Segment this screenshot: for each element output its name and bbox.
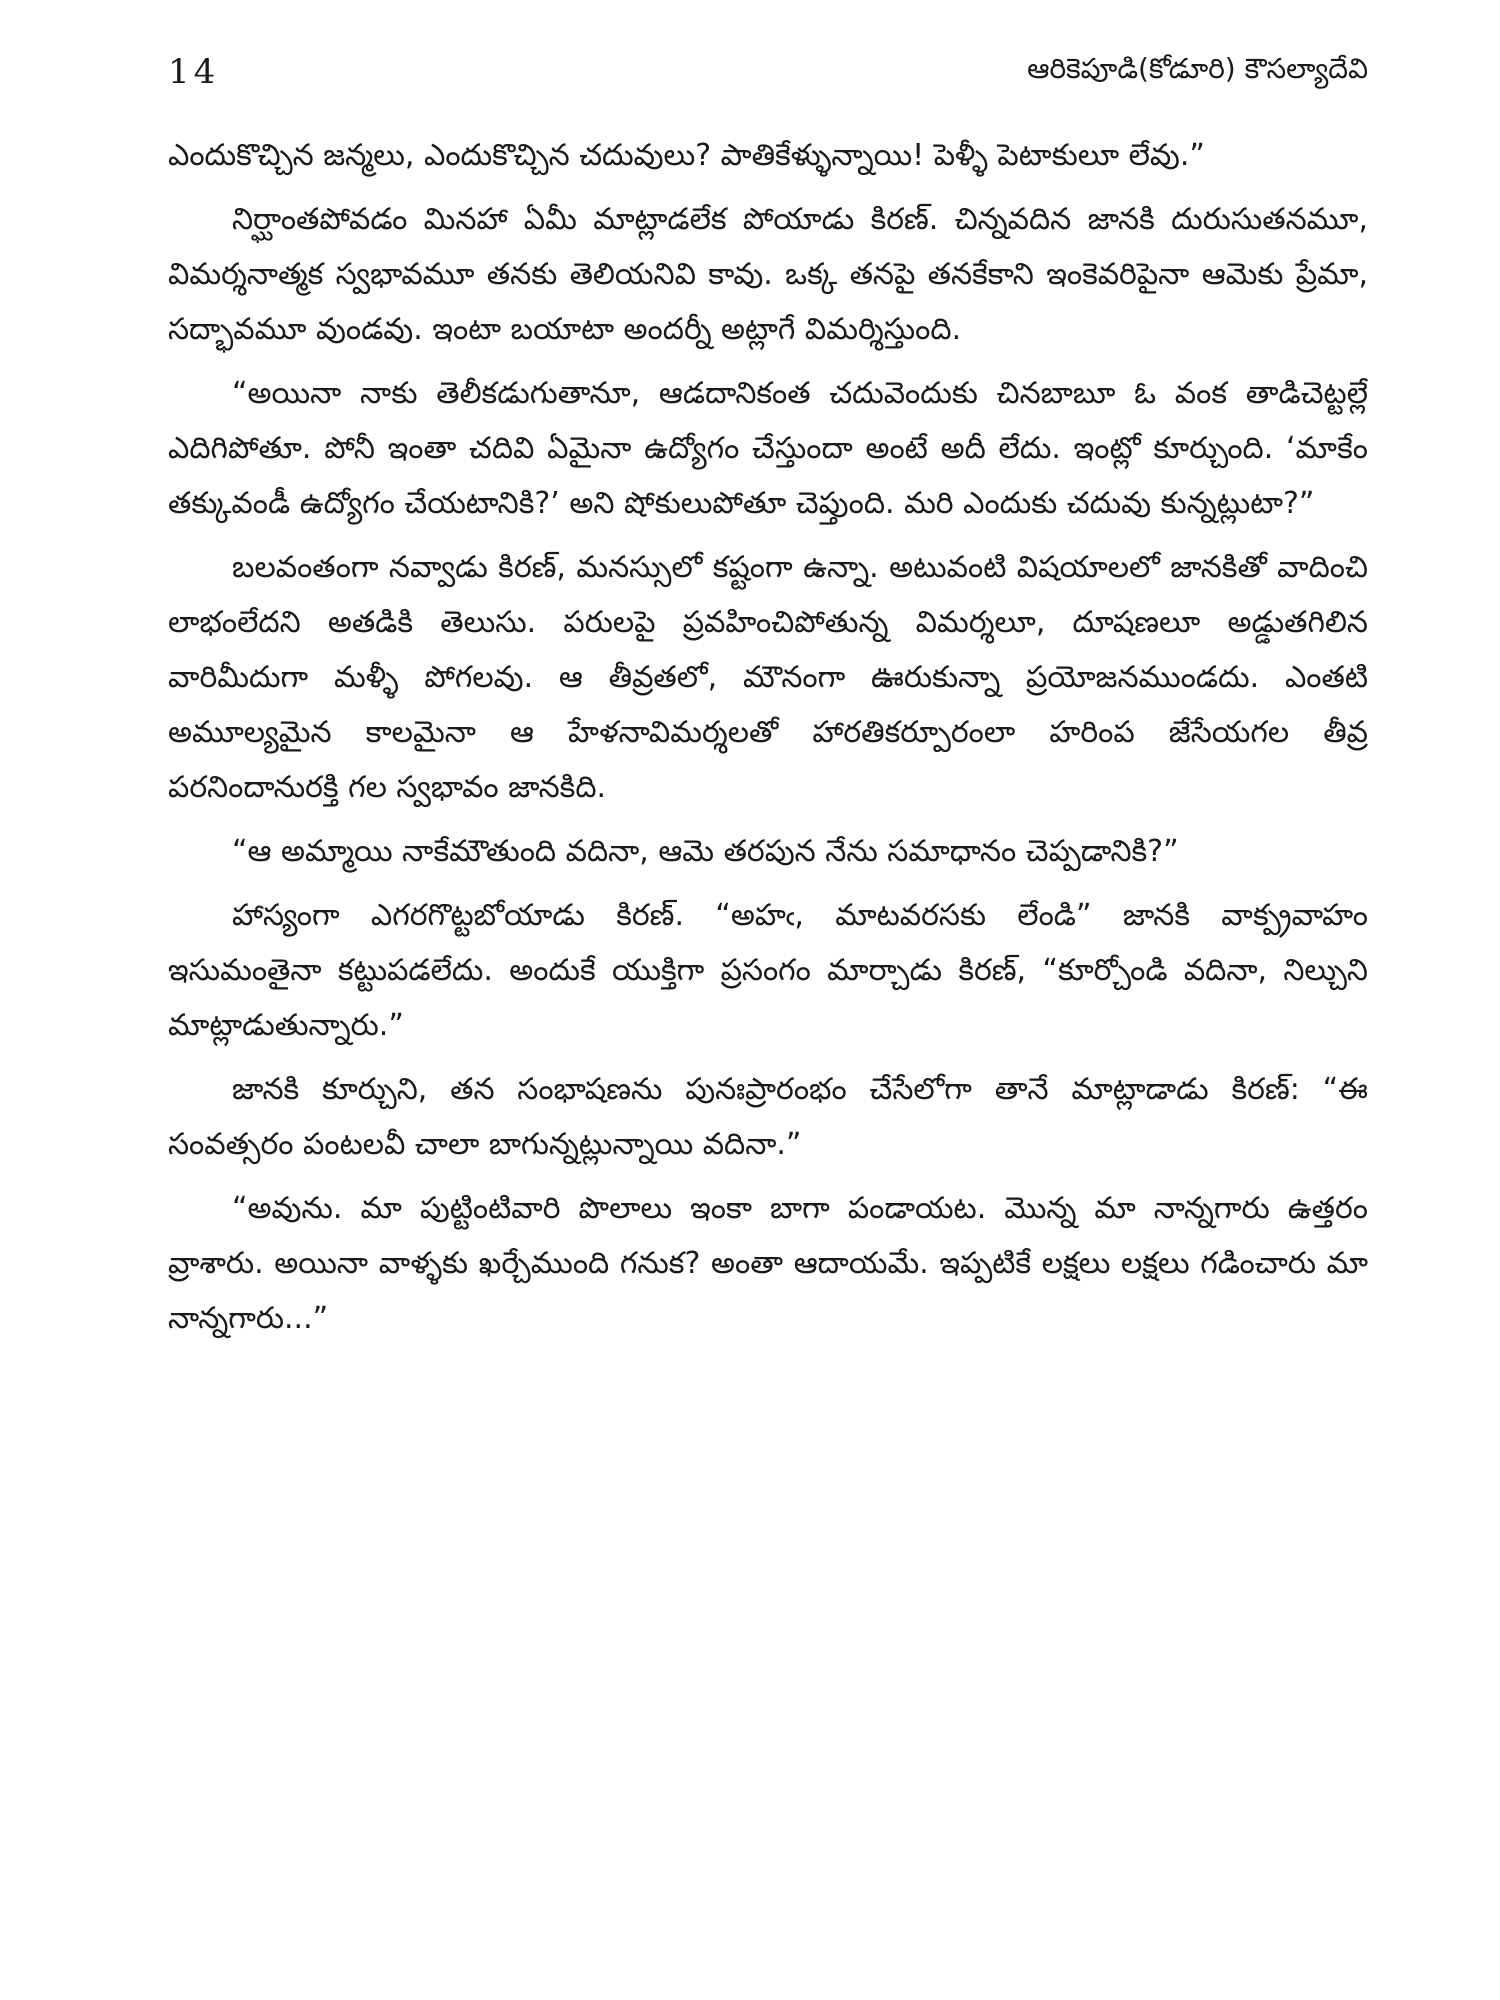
paragraph: జానకి కూర్చుని, తన సంభాషణను పునఃప్రారంభం చేసేలోగా తానే మాట్లాడాడు కిరణ్: “ఈ సంవత్సరం పంటలవీ చాలా బాగున్నట్లున్నాయి వదినా.”: [168, 1072, 1368, 1162]
page-header: [168, 52, 1368, 102]
running-head-author: ఆరికెపూడి(కోడూరి) కౌసల్యాదేవి: [1027, 52, 1368, 85]
paragraph: “అవును. మా పుట్టింటివారి పొలాలు ఇంకా బాగా పండాయట. మొన్న మా నాన్నగారు ఉత్తరం వ్రాశారు. అయినా వాళ్ళకు ఖర్చేముంది గనుక? అంతా ఆదాయమే. ఇప్పటికే లక్షలు లక్షలు గడించారు మా నాన్నగారు...”: [168, 1191, 1368, 1336]
paragraph: నిర్ఘాంతపోవడం మినహా ఏమీ మాట్లాడలేక పోయాడు కిరణ్. చిన్నవదిన జానకి దురుసుతనమూ, విమర్శనాత్మక స్వభావమూ తనకు తెలియనివి కావు. ఒక్క తనపై తనకేకాని ఇంకెవరిపైనా ఆమెకు ప్రేమా, సద్భావమూ వుండవు. ఇంటా బయాటా అందర్నీ అట్లాగే విమర్శిస్తుంది.: [168, 202, 1368, 347]
paragraph: హాస్యంగా ఎగరగొట్టబోయాడు కిరణ్. “అహఁ, మాటవరసకు లేండి” జానకి వాక్ప్రవాహం ఇసుమంతైనా కట్టుపడలేదు. అందుకే యుక్తిగా ప్రసంగం మార్చాడు కిరణ్, “కూర్చోండి వదినా, నిల్చుని మాట్లాడుతున్నారు.”: [168, 898, 1368, 1043]
paragraph: బలవంతంగా నవ్వాడు కిరణ్, మనస్సులో కష్టంగా ఉన్నా. అటువంటి విషయాలలో జానకితో వాదించి లాభంలేదని అతడికి తెలుసు. పరులపై ప్రవహించిపోతున్న విమర్శలూ, దూషణలూ అడ్డుతగిలిన వారిమీదుగా మళ్ళీ పోగలవు. ఆ తీవ్రతలో, మౌనంగా ఊరుకున్నా ప్రయోజనముండదు. ఎంతటి అమూల్యమైన కాలమైనా ఆ హేళనావిమర్శలతో హారతికర్పూరంలా హరింప జేసేయగల తీవ్ర పరనిందానురక్తి గల స్వభావం జానకిది.: [168, 550, 1368, 805]
paragraph: “ఆ అమ్మాయి నాకేమౌతుంది వదినా, ఆమె తరపున నేను సమాధానం చెప్పడానికి?”: [232, 834, 1179, 869]
paragraph: ఎందుకొచ్చిన జన్మలు, ఎందుకొచ్చిన చదువులు? పాతికేళ్ళున్నాయి! పెళ్ళీ పెటాకులూ లేవు.”: [168, 138, 1205, 173]
page-number: 14: [168, 52, 220, 92]
paragraph: “అయినా నాకు తెలీకడుగుతానూ, ఆడదానికంత చదువెందుకు చినబాబూ ఓ వంక తాడిచెట్టల్లే ఎదిగిపోతూ. పోనీ ఇంతా చదివి ఏమైనా ఉద్యోగం చేస్తుందా అంటే అదీ లేదు. ఇంట్లో కూర్చుంది. ‘మాకేం తక్కువండీ ఉద్యోగం చేయటానికి?’ అని షోకులుపోతూ చెప్తుంది. మరి ఎందుకు చదువు కున్నట్లుటా?”: [168, 376, 1368, 521]
body-text: [168, 128, 1368, 1355]
